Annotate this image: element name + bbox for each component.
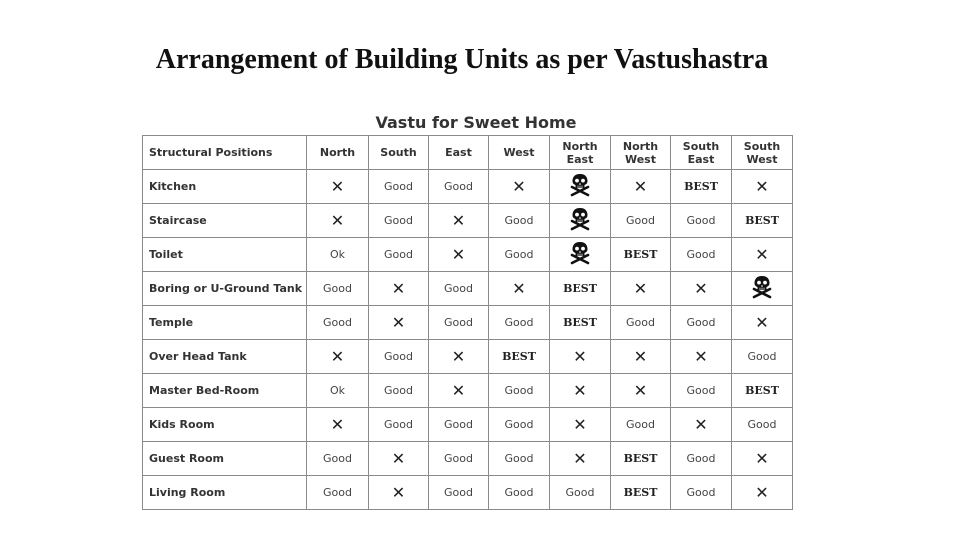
cross-mark-icon: ✕ [391,313,406,332]
table-row [143,306,793,340]
table-cell [369,306,429,340]
table-row [143,272,793,306]
table-cell [489,170,550,204]
table-row [143,340,793,374]
skull-crossbones-icon [569,173,591,197]
table-row [143,442,793,476]
table-cell: Good [429,170,489,204]
table-cell: BEST [489,340,550,374]
table-cell [611,340,671,374]
row-label: Staircase [143,204,307,238]
column-header-line: East [687,152,715,166]
table-cell [369,272,429,306]
cross-mark-icon: ✕ [573,449,587,468]
slide-title: Arrangement of Building Units as per Vastushastra [155,44,769,75]
row-label: Kids Room [143,408,307,442]
table-cell: Good [611,204,671,238]
row-label: Toilet [143,238,307,272]
skull-crossbones-icon [751,275,773,299]
table-cell [429,204,489,238]
column-header-line: West [503,146,535,159]
table-cell [732,238,793,272]
cross-mark-icon: ✕ [755,449,769,468]
cross-mark-icon: ✕ [330,177,345,196]
cross-mark-icon: ✕ [573,347,587,366]
table-cell [307,170,369,204]
cross-mark-icon: ✕ [694,347,708,366]
column-header [671,136,732,170]
table-cell: Good [429,306,489,340]
row-label: Kitchen [143,170,307,204]
column-header-line: South [743,139,781,153]
row-label: Boring or U-Ground Tank [143,272,307,306]
header-structural-positions: Structural Positions [143,136,307,170]
table-cell [550,374,611,408]
cross-mark-icon: ✕ [633,347,648,366]
table-cell: Good [671,238,732,272]
table-cell: BEST [732,374,793,408]
column-header-line: South [682,139,720,153]
column-header-line: West [624,152,656,166]
cross-mark-icon: ✕ [694,415,708,434]
table-row [143,476,793,510]
cross-mark-icon: ✕ [573,381,587,400]
cross-mark-icon: ✕ [755,483,769,502]
table-cell: Good [429,272,489,306]
table-cell: Good [671,306,732,340]
table-cell: Good [732,408,793,442]
table-cell: Good [732,340,793,374]
row-label: Guest Room [143,442,307,476]
column-header-line: West [746,152,778,166]
vastu-table [142,135,793,510]
table-cell: Good [307,476,369,510]
cross-mark-icon: ✕ [512,177,526,196]
table-cell: Good [489,476,550,510]
table-cell: BEST [550,272,611,306]
table-cell: Good [369,170,429,204]
table-cell [611,170,671,204]
table-cell: Good [489,408,550,442]
table-cell: Good [671,204,732,238]
table-cell: Good [489,238,550,272]
table-cell: Good [369,204,429,238]
table-row [143,374,793,408]
table-cell: Good [369,340,429,374]
cross-mark-icon: ✕ [451,347,466,366]
table-cell [429,340,489,374]
row-label: Master Bed-Room [143,374,307,408]
table-cell [369,442,429,476]
table-cell [550,442,611,476]
table-cell [369,476,429,510]
cross-mark-icon: ✕ [755,313,769,332]
skull-crossbones-icon [569,241,591,265]
table-row [143,170,793,204]
table-cell: BEST [611,238,671,272]
table-cell: BEST [732,204,793,238]
column-header-line: North [622,139,659,153]
table-cell [732,476,793,510]
table-cell: BEST [671,170,732,204]
cross-mark-icon: ✕ [512,279,526,298]
table-cell: BEST [611,476,671,510]
table-cell [489,272,550,306]
table-cell [671,408,732,442]
table-cell: Good [671,374,732,408]
cross-mark-icon: ✕ [330,211,345,230]
column-header [489,136,550,170]
cross-mark-icon: ✕ [391,279,406,298]
cross-mark-icon: ✕ [694,279,708,298]
table-cell [429,374,489,408]
table-cell: Good [611,306,671,340]
column-header [732,136,793,170]
table-cell [671,340,732,374]
table-cell: Good [429,442,489,476]
table-cell [550,238,611,272]
table-cell: Ok [307,374,369,408]
table-cell: Good [307,272,369,306]
cross-mark-icon: ✕ [755,245,769,264]
table-cell [671,272,732,306]
column-header [429,136,489,170]
column-header [307,136,369,170]
cross-mark-icon: ✕ [391,449,406,468]
table-row [143,238,793,272]
table-cell: BEST [550,306,611,340]
cross-mark-icon: ✕ [451,381,466,400]
table-cell: Good [429,476,489,510]
cross-mark-icon: ✕ [633,177,648,196]
row-label: Over Head Tank [143,340,307,374]
table-cell [550,408,611,442]
table-cell: Good [611,408,671,442]
cross-mark-icon: ✕ [391,483,406,502]
cross-mark-icon: ✕ [573,415,587,434]
table-cell [307,204,369,238]
table-cell [611,272,671,306]
column-header-line: East [566,152,594,166]
table-cell [550,340,611,374]
table-cell [307,408,369,442]
table-cell: Good [671,442,732,476]
column-header-line: North [562,139,598,153]
table-caption: Vastu for Sweet Home [375,113,577,132]
skull-crossbones-icon [569,207,591,231]
table-cell: Ok [307,238,369,272]
table-cell: Good [489,306,550,340]
table-cell: Good [489,442,550,476]
table-cell [732,170,793,204]
column-header [611,136,671,170]
table-cell [550,204,611,238]
cross-mark-icon: ✕ [451,211,466,230]
table-cell: BEST [611,442,671,476]
table-cell: Good [369,374,429,408]
column-header [369,136,429,170]
column-header-line: North [319,146,356,159]
column-header [550,136,611,170]
row-label: Living Room [143,476,307,510]
table-cell: Good [550,476,611,510]
table-cell [550,170,611,204]
cross-mark-icon: ✕ [451,245,466,264]
cross-mark-icon: ✕ [330,415,345,434]
table-cell [611,374,671,408]
cross-mark-icon: ✕ [755,177,769,196]
table-cell [732,306,793,340]
table-cell: Good [307,306,369,340]
column-header-line: South [380,146,417,159]
table-cell [732,272,793,306]
table-cell: Good [369,238,429,272]
header-row [143,136,793,170]
cross-mark-icon: ✕ [633,381,648,400]
table-row [143,408,793,442]
table-cell: Good [369,408,429,442]
table-cell [307,340,369,374]
table-cell [429,238,489,272]
cross-mark-icon: ✕ [330,347,345,366]
row-label: Temple [143,306,307,340]
table-cell: Good [489,374,550,408]
cross-mark-icon: ✕ [633,279,648,298]
table-cell: Good [489,204,550,238]
table-cell: Good [671,476,732,510]
table-cell: Good [307,442,369,476]
column-header-line: East [445,146,472,159]
table-row [143,204,793,238]
table-cell [732,442,793,476]
table-cell: Good [429,408,489,442]
